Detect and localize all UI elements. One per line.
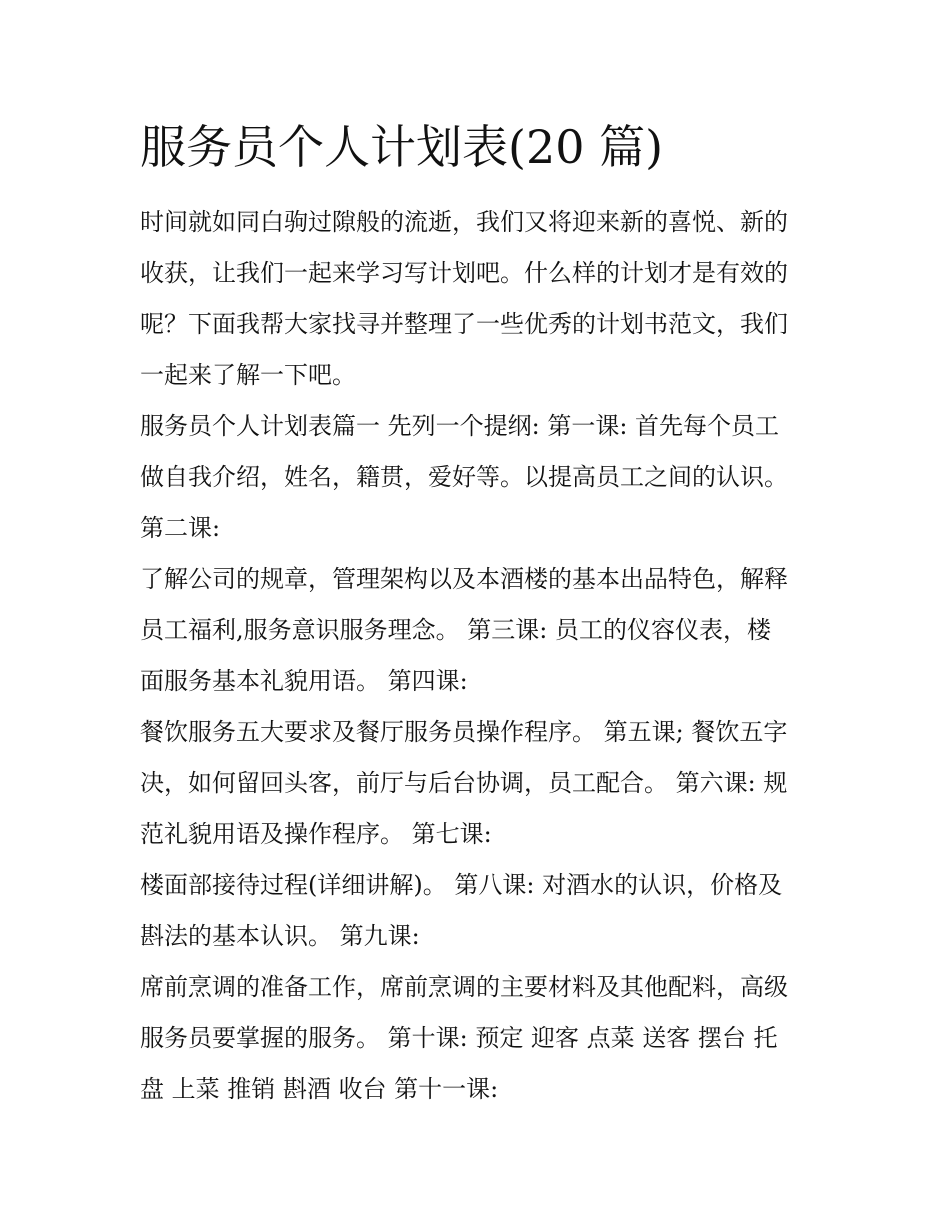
paragraph-line: 斟法的基本认识。 第九课: xyxy=(140,922,420,950)
paragraph-line: 第二课: xyxy=(140,514,221,542)
paragraph-line: 了解公司的规章，管理架构以及本酒楼的基本出品特色，解释 xyxy=(140,565,788,593)
paragraph-line: 楼面部接待过程(详细讲解)。 第八课: 对酒水的认识，价格及 xyxy=(140,871,783,899)
paragraph-line: 呢？下面我帮大家找寻并整理了一些优秀的计划书范文，我们 xyxy=(140,310,788,338)
paragraph-line: 服务员个人计划表篇一 先列一个提纲: 第一课: 首先每个员工 xyxy=(140,412,780,440)
paragraph-line: 餐饮服务五大要求及餐厅服务员操作程序。 第五课; 餐饮五字 xyxy=(140,718,788,746)
paragraph-line: 收获，让我们一起来学习写计划吧。什么样的计划才是有效的 xyxy=(140,259,788,287)
paragraph-line: 员工福利,服务意识服务理念。 第三课: 员工的仪容仪表，楼 xyxy=(140,616,771,644)
paragraph-line: 面服务基本礼貌用语。 第四课: xyxy=(140,667,468,695)
paragraph-line: 做自我介绍，姓名，籍贯，爱好等。以提高员工之间的认识。 xyxy=(140,463,788,491)
paragraph-line: 席前烹调的准备工作，席前烹调的主要材料及其他配料，高级 xyxy=(140,973,788,1001)
paragraph-line: 盘 上菜 推销 斟酒 收台 第十一课: xyxy=(140,1075,499,1103)
paragraph-line: 时间就如同白驹过隙般的流逝，我们又将迎来新的喜悦、新的 xyxy=(140,208,788,236)
paragraph-line: 范礼貌用语及操作程序。 第七课: xyxy=(140,820,492,848)
document-title: 服务员个人计划表(20 篇) xyxy=(140,120,664,174)
paragraph-line: 决，如何留回头客，前厅与后台协调，员工配合。 第六课: 规 xyxy=(140,769,788,797)
paragraph-line: 服务员要掌握的服务。 第十课: 预定 迎客 点菜 送客 摆台 托 xyxy=(140,1024,778,1052)
paragraph-line: 一起来了解一下吧。 xyxy=(140,361,356,389)
